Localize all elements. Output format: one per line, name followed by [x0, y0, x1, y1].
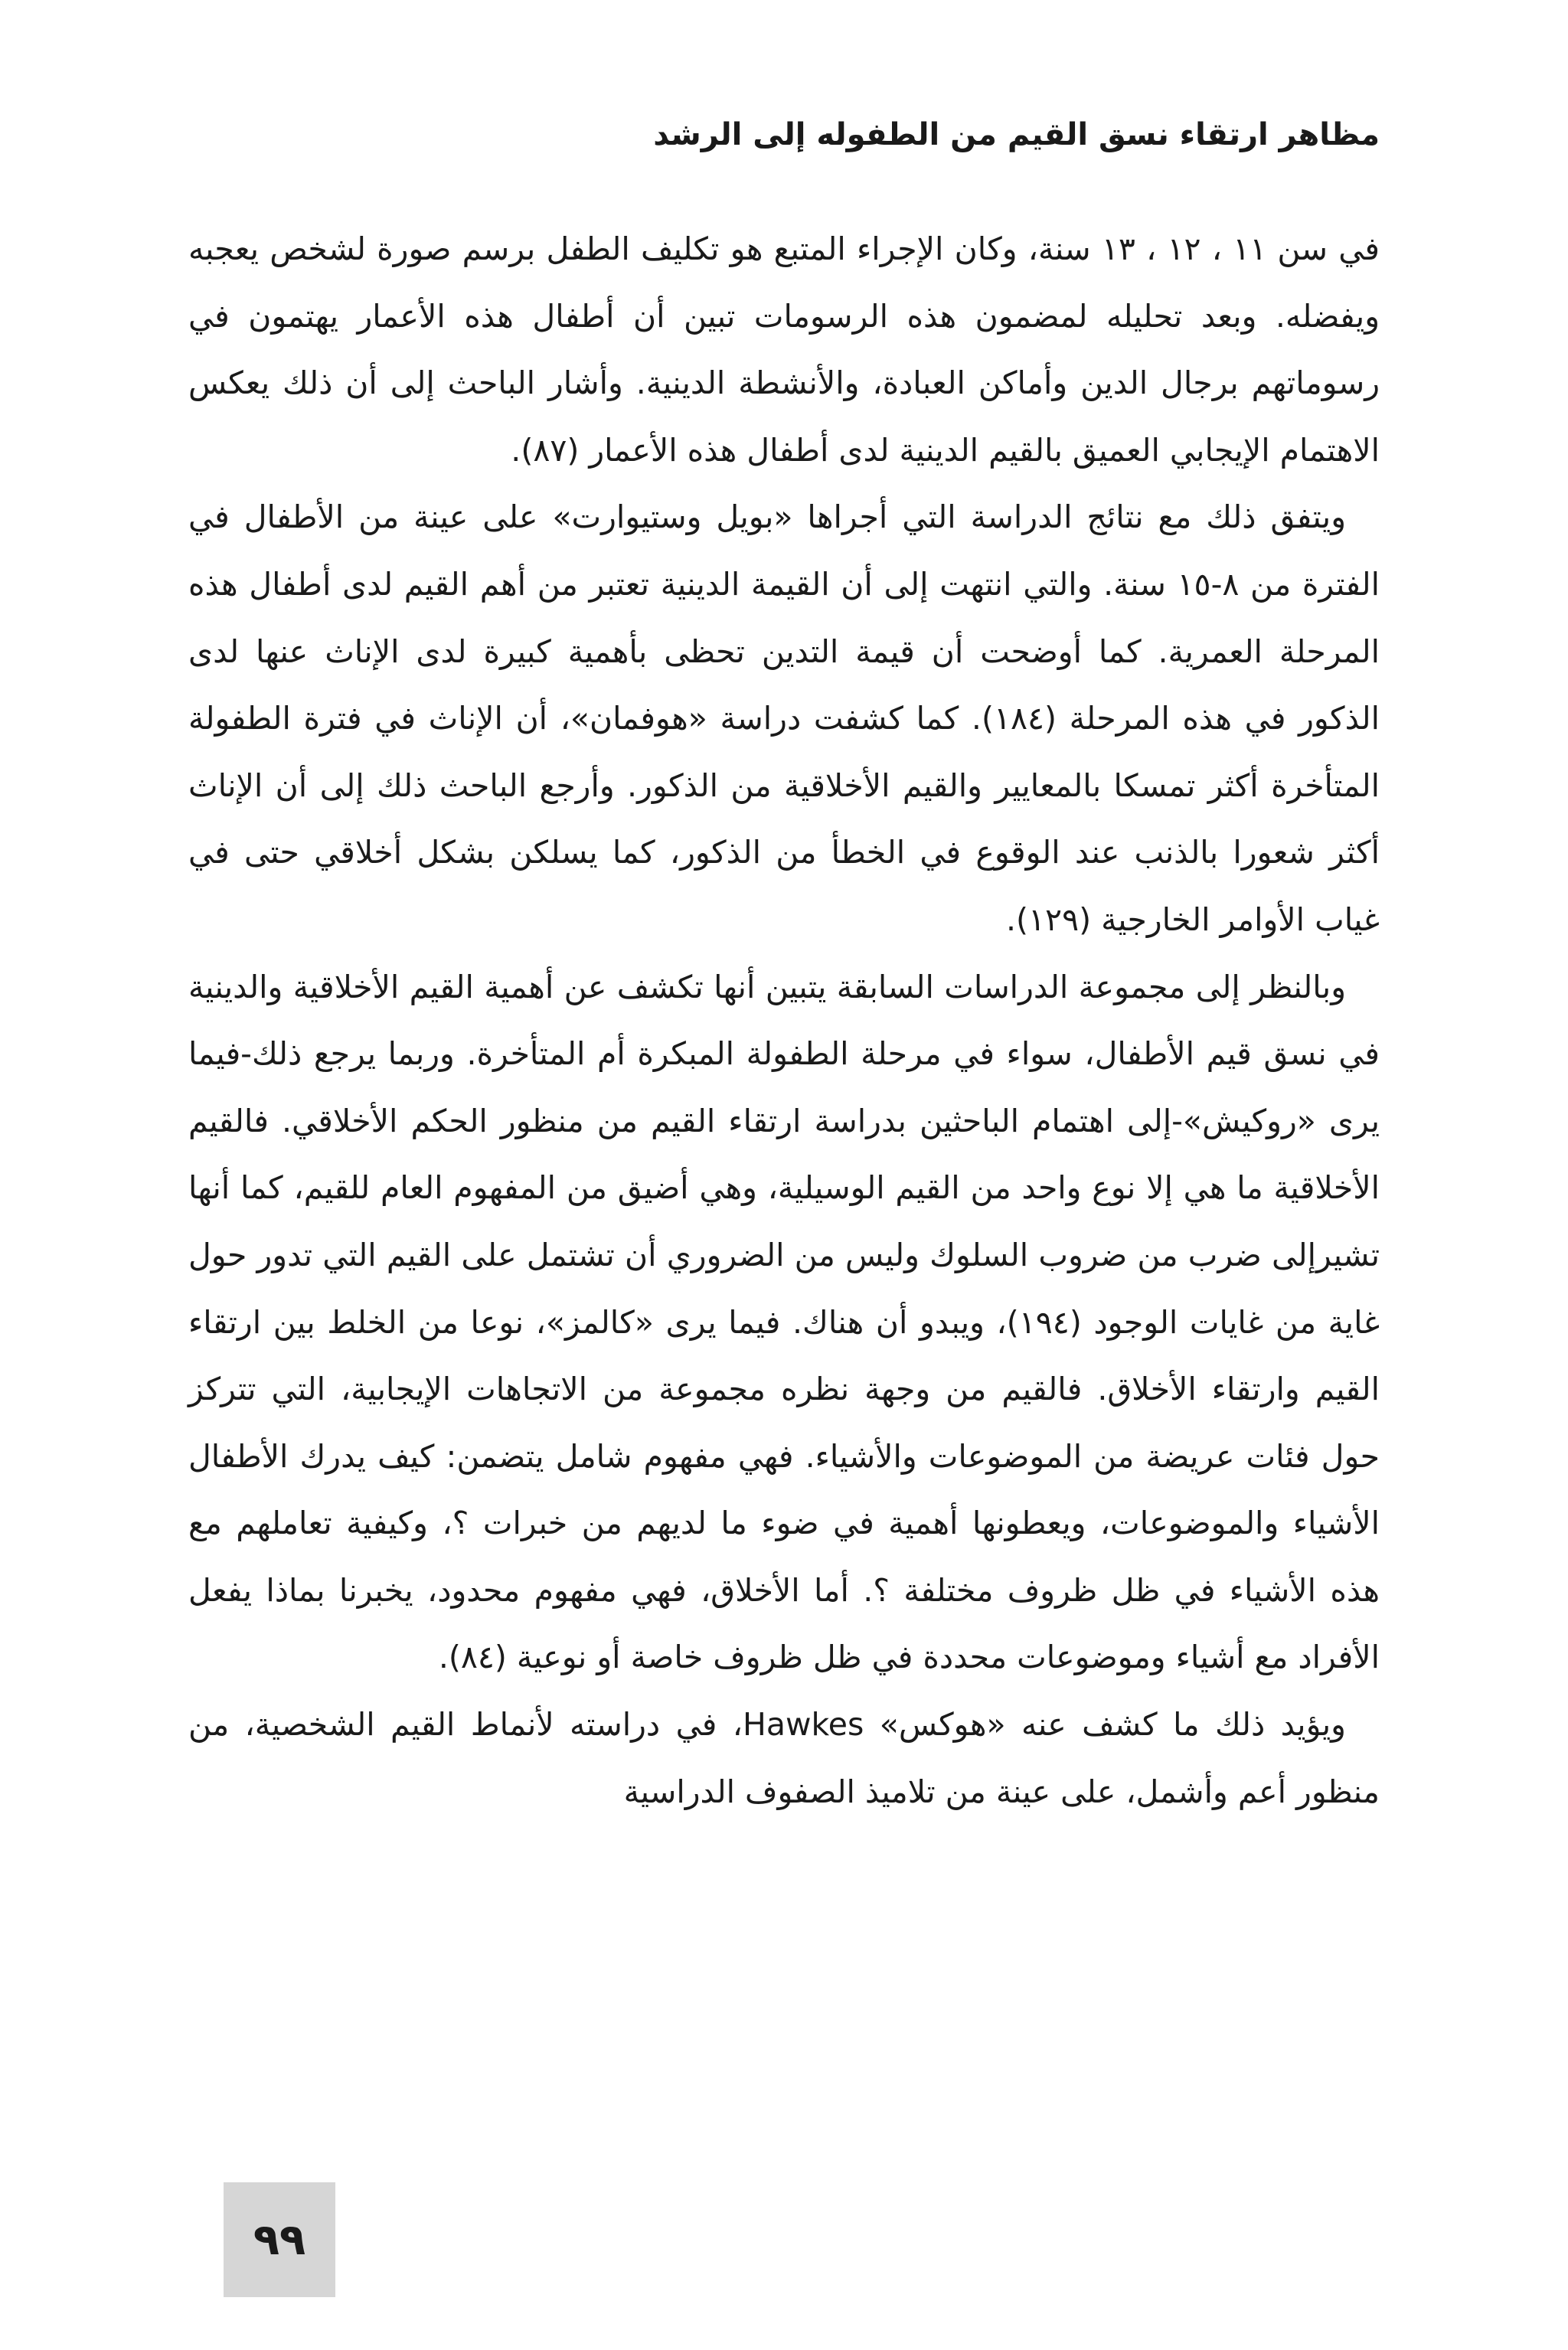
paragraph-2: ويتفق ذلك مع نتائج الدراسة التي أجراها «بويل وستيوارت» على عينة من الأطفال في الفترة من ٨-١٥ سنة. والتي انتهت إلى أن القيمة الدينية تعتبر من أهم القيم لدى أطفال هذه المرحلة العمرية. كما أوضحت أن قيمة التدين تحظى بأهمية كبيرة لدى الإناث عنها لدى الذكور في هذه المرحلة (١٨٤). كما كشفت دراسة «هوفمان»، أن الإناث في فترة الطفولة المتأخرة أكثر تمسكا بالمعايير والقيم الأخلاقية من الذكور. وأرجع الباحث ذلك إلى أن الإناث أكثر شعورا بالذنب عند الوقوع في الخطأ من الذكور، كما يسلكن بشكل أخلاقي حتى في غياب الأوامر الخارجية (١٢٩). [188, 498, 1380, 938]
page-number: ٩٩ [253, 2214, 306, 2265]
body-text [188, 216, 1380, 1825]
paragraph-1: في سن ١١ ، ١٢ ، ١٣ سنة، وكان الإجراء المتبع هو تكليف الطفل برسم صورة لشخص يعجبه ويفضله. وبعد تحليله لمضمون هذه الرسومات تبين أن أطفال هذه الأعمار يهتمون في رسوماتهم برجال الدين وأماكن العبادة، والأنشطة الدينية. وأشار الباحث إلى أن ذلك يعكس الاهتمام الإيجابي العميق بالقيم الدينية لدى أطفال هذه الأعمار (٨٧). [188, 230, 1380, 469]
page-number-box [224, 2182, 335, 2297]
paragraph-3: وبالنظر إلى مجموعة الدراسات السابقة يتبين أنها تكشف عن أهمية القيم الأخلاقية والدينية في نسق قيم الأطفال، سواء في مرحلة الطفولة المبكرة أم المتأخرة. وربما يرجع ذلك-فيما يرى «روكيش»-إلى اهتمام الباحثين بدراسة ارتقاء القيم من منظور الحكم الأخلاقي. فالقيم الأخلاقية ما هي إلا نوع واحد من القيم الوسيلية، وهي أضيق من المفهوم العام للقيم، كما أنها تشيرإلى ضرب من ضروب السلوك وليس من الضروري أن تشتمل على القيم التي تدور حول غاية من غايات الوجود (١٩٤)، ويبدو أن هناك. فيما يرى «كالمز»، نوعا من الخلط بين ارتقاء القيم وارتقاء الأخلاق. فالقيم من وجهة نظره مجموعة من الاتجاهات الإيجابية، التي تتركز حول فئات عريضة من الموضوعات والأشياء. فهي مفهوم شامل يتضمن: كيف يدرك الأطفال الأشياء والموضوعات، ويعطونها أهمية في ضوء ما لديهم من خبرات ؟، وكيفية تعاملهم مع هذه الأشياء في ظل ظروف مختلفة ؟. أما الأخلاق، فهي مفهوم محدود، يخبرنا بماذا يفعل الأفراد مع أشياء وموضوعات محددة في ظل ظروف خاصة أو نوعية (٨٤). [188, 968, 1380, 1676]
running-header-title: مظاهر ارتقاء نسق القيم من الطفوله إلى الرشد [653, 117, 1380, 152]
paragraph-4: ويؤيد ذلك ما كشف عنه «هوكس» Hawkes، في دراسته لأنماط القيم الشخصية، من منظور أعم وأشمل، على عينة من تلاميذ الصفوف الدراسية [188, 1706, 1380, 1810]
